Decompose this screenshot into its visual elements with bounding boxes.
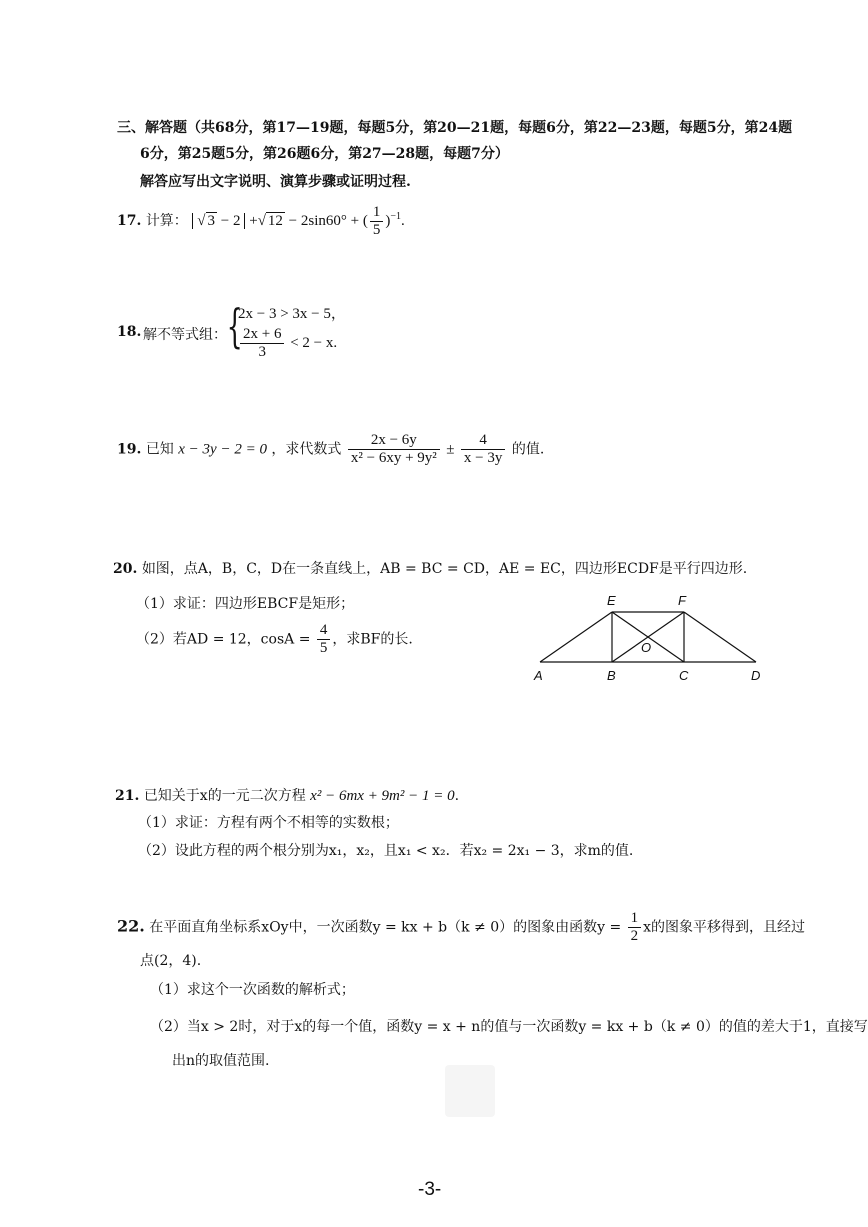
question-20-part2: （2）若AD = 12，cosA = $\frac{4}{5}$ ，求BF的长. <box>136 622 413 656</box>
q18-inequality-2: $\frac{2x + 6}{3}$ < 2 − x. <box>238 326 337 361</box>
question-22-part2: （2）当x > 2时，对于x的每一个值，函数y = x + n的值与一次函数y = kx + b（k ≠ 0）的值的差大于1，直接写 <box>150 1019 868 1035</box>
q18-label: 解不等式组： <box>143 327 227 343</box>
q19-fraction-2: $\frac{4}{x - 3y}$ <box>461 432 505 467</box>
q18-brace: { <box>226 299 243 353</box>
q17-label: 计算： <box>145 212 188 229</box>
q19-number: 19. <box>117 441 142 458</box>
question-22-stem-cont: 点(2，4). <box>140 953 202 969</box>
question-19: 19. 已知 x − 3y − 2 = 0 ，求代数式 $\frac{2x - 6y}{\text{x² − 6xy + 9y²}}$ ± $\frac{4}{x - 3y}$ 的值. <box>117 432 545 466</box>
label-O: O <box>641 640 652 655</box>
section-heading-line2: 6分，第25题5分，第26题6分，第27—28题，每题7分） <box>140 146 509 162</box>
label-D: D <box>751 668 761 683</box>
line-FD <box>684 612 756 662</box>
q18-inequality-1: 2x − 3 > 3x − 5， <box>238 306 346 322</box>
label-F: F <box>678 593 686 608</box>
section-heading-line1: 三、解答题（共68分，第17—19题，每题5分，第20—21题，每题6分，第22—23题，每题5分，第24题 <box>117 120 793 136</box>
question-21-stem: 21. 已知关于x的一元二次方程 x² − 6mx + 9m² − 1 = 0. <box>115 788 460 804</box>
label-C: C <box>679 668 689 683</box>
scan-smudge <box>445 1065 495 1117</box>
section-instruction: 解答应写出文字说明、演算步骤或证明过程. <box>140 174 411 190</box>
q18-number: 18. <box>117 324 142 340</box>
question-22-part1: （1）求这个一次函数的解析式； <box>150 982 355 998</box>
question-22-part2-cont: 出n的取值范围. <box>172 1053 270 1069</box>
question-22-stem: 22. 在平面直角坐标系xOy中，一次函数y = kx + b（k ≠ 0）的图象由函数y = $\frac{1}{2}$ x的图象平移得到，且经过 <box>117 910 806 944</box>
question-17 <box>117 204 405 239</box>
question-21-part2: （2）设此方程的两个根分别为x₁，x₂，且x₁ < x₂．若x₂ = 2x₁ − 3，求m的值. <box>138 843 634 859</box>
q20-geometry-figure <box>520 588 780 688</box>
question-20-stem: 20. 如图，点A，B，C，D在一条直线上，AB = BC = CD，AE = EC，四边形ECDF是平行四边形. <box>113 561 748 577</box>
label-B: B <box>607 668 616 683</box>
q17-number: 17. <box>117 212 142 229</box>
q17-expression: √ 3 − 2 +√ 12 − 2sin60° + ( $\frac{1}{5}$ )$^{-1}$. <box>192 213 404 229</box>
line-AE <box>540 612 612 662</box>
label-A: A <box>534 668 543 683</box>
label-E: E <box>607 593 616 608</box>
question-20-part1: （1）求证：四边形EBCF是矩形； <box>136 596 355 612</box>
page-number: -3- <box>418 1179 442 1200</box>
q19-fraction-1: $\frac{2x - 6y}{\text{x² − 6xy + 9y²}}$ <box>348 432 440 467</box>
question-21-part1: （1）求证：方程有两个不相等的实数根； <box>138 815 399 831</box>
